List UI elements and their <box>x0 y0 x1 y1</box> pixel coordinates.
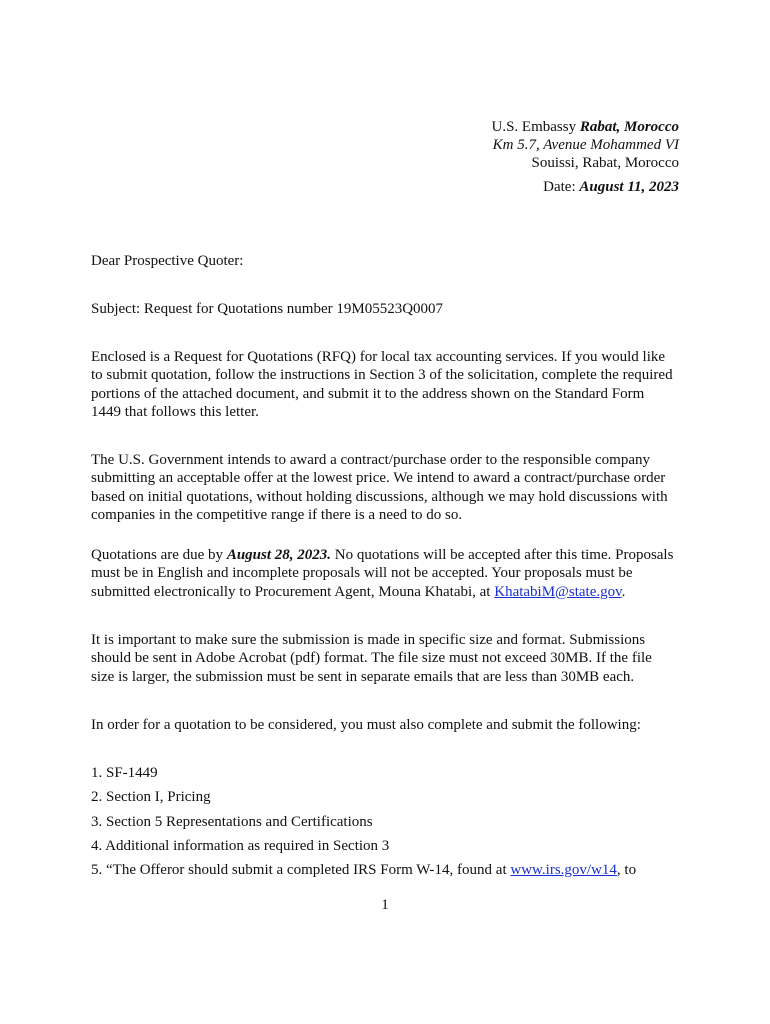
list-item: 4. Additional information as required in Section 3 <box>91 837 390 854</box>
submit-text-post: . <box>621 583 626 600</box>
w14-text-pre: 5. “The Offeror should submit a completed IRS Form W-14, found at <box>91 862 511 879</box>
paragraph-line: companies in the competitive range if there is a need to do so. <box>91 506 463 523</box>
subject-line: Subject: Request for Quotations number 19M05523Q0007 <box>91 301 444 317</box>
w14-text-post: , to <box>616 862 637 879</box>
list-item: 1. SF-1449 <box>91 765 158 781</box>
paragraph-line: size is larger, the submission must be sent in separate emails that are less than 30MB each. <box>91 668 635 685</box>
paragraph-line: to submit quotation, follow the instructions in Section 3 of the solicitation, complete the required <box>91 367 673 384</box>
paragraph-line: Enclosed is a Request for Quotations (RFQ) for local tax accounting services. If you would like <box>91 349 666 365</box>
irs-w14-link[interactable]: www.irs.gov/w14 <box>510 862 617 879</box>
paragraph-line: should be sent in Adobe Acrobat (pdf) format. The file size must not exceed 30MB. If the file <box>91 650 652 667</box>
email-link[interactable]: KhatabiM@state.gov <box>494 583 622 600</box>
submit-text-pre: submitted electronically to Procurement Agent, Mouna Khatabi, at <box>91 583 495 600</box>
paragraph-line: must be in English and incomplete proposals will not be accepted. Your proposals must be <box>91 565 633 582</box>
paragraph-line: based on initial quotations, without holding discussions, although we may hold discussions with <box>91 488 668 505</box>
paragraph-rfq-intro <box>91 348 691 421</box>
paragraph-line: portions of the attached document, and submit it to the address shown on the Standard Form <box>91 385 645 402</box>
paragraph-line <box>91 546 691 564</box>
due-text-post: No quotations will be accepted after this time. Proposals <box>331 547 674 563</box>
salutation: Dear Prospective Quoter: <box>91 253 244 269</box>
page-number <box>0 897 770 914</box>
list-item: 2. Section I, Pricing <box>91 789 211 806</box>
due-date: August 28, 2023. <box>226 547 332 563</box>
embassy-district: Souissi, Rabat, Morocco <box>531 155 679 171</box>
requirements-list <box>91 764 636 885</box>
date-value: August 11, 2023 <box>579 179 679 195</box>
paragraph-line: It is important to make sure the submission is made in specific size and format. Submissions <box>91 632 646 648</box>
embassy-prefix: U.S. Embassy <box>491 119 580 135</box>
letter-date <box>543 178 679 196</box>
embassy-street: Km 5.7, Avenue Mohammed VI <box>492 137 679 153</box>
date-label: Date: <box>543 179 580 195</box>
paragraph-line <box>91 583 691 601</box>
paragraph-award-intent <box>91 451 691 524</box>
paragraph-requirements-intro: In order for a quotation to be considered, you must also complete and submit the following: <box>91 717 641 733</box>
paragraph-line: The U.S. Government intends to award a contract/purchase order to the responsible company <box>91 452 650 468</box>
due-text-pre: Quotations are due by <box>91 547 227 563</box>
list-item <box>91 861 636 885</box>
paragraph-line: submitting an acceptable offer at the lowest price. We intend to award a contract/purchase order <box>91 470 666 487</box>
list-item: 3. Section 5 Representations and Certifications <box>91 813 373 830</box>
embassy-name <box>491 118 679 136</box>
paragraph-format <box>91 631 691 686</box>
paragraph-due-date <box>91 546 691 601</box>
paragraph-line: 1449 that follows this letter. <box>91 403 259 420</box>
embassy-city: Rabat, Morocco <box>579 119 679 135</box>
page-number-value: 1 <box>381 897 389 913</box>
